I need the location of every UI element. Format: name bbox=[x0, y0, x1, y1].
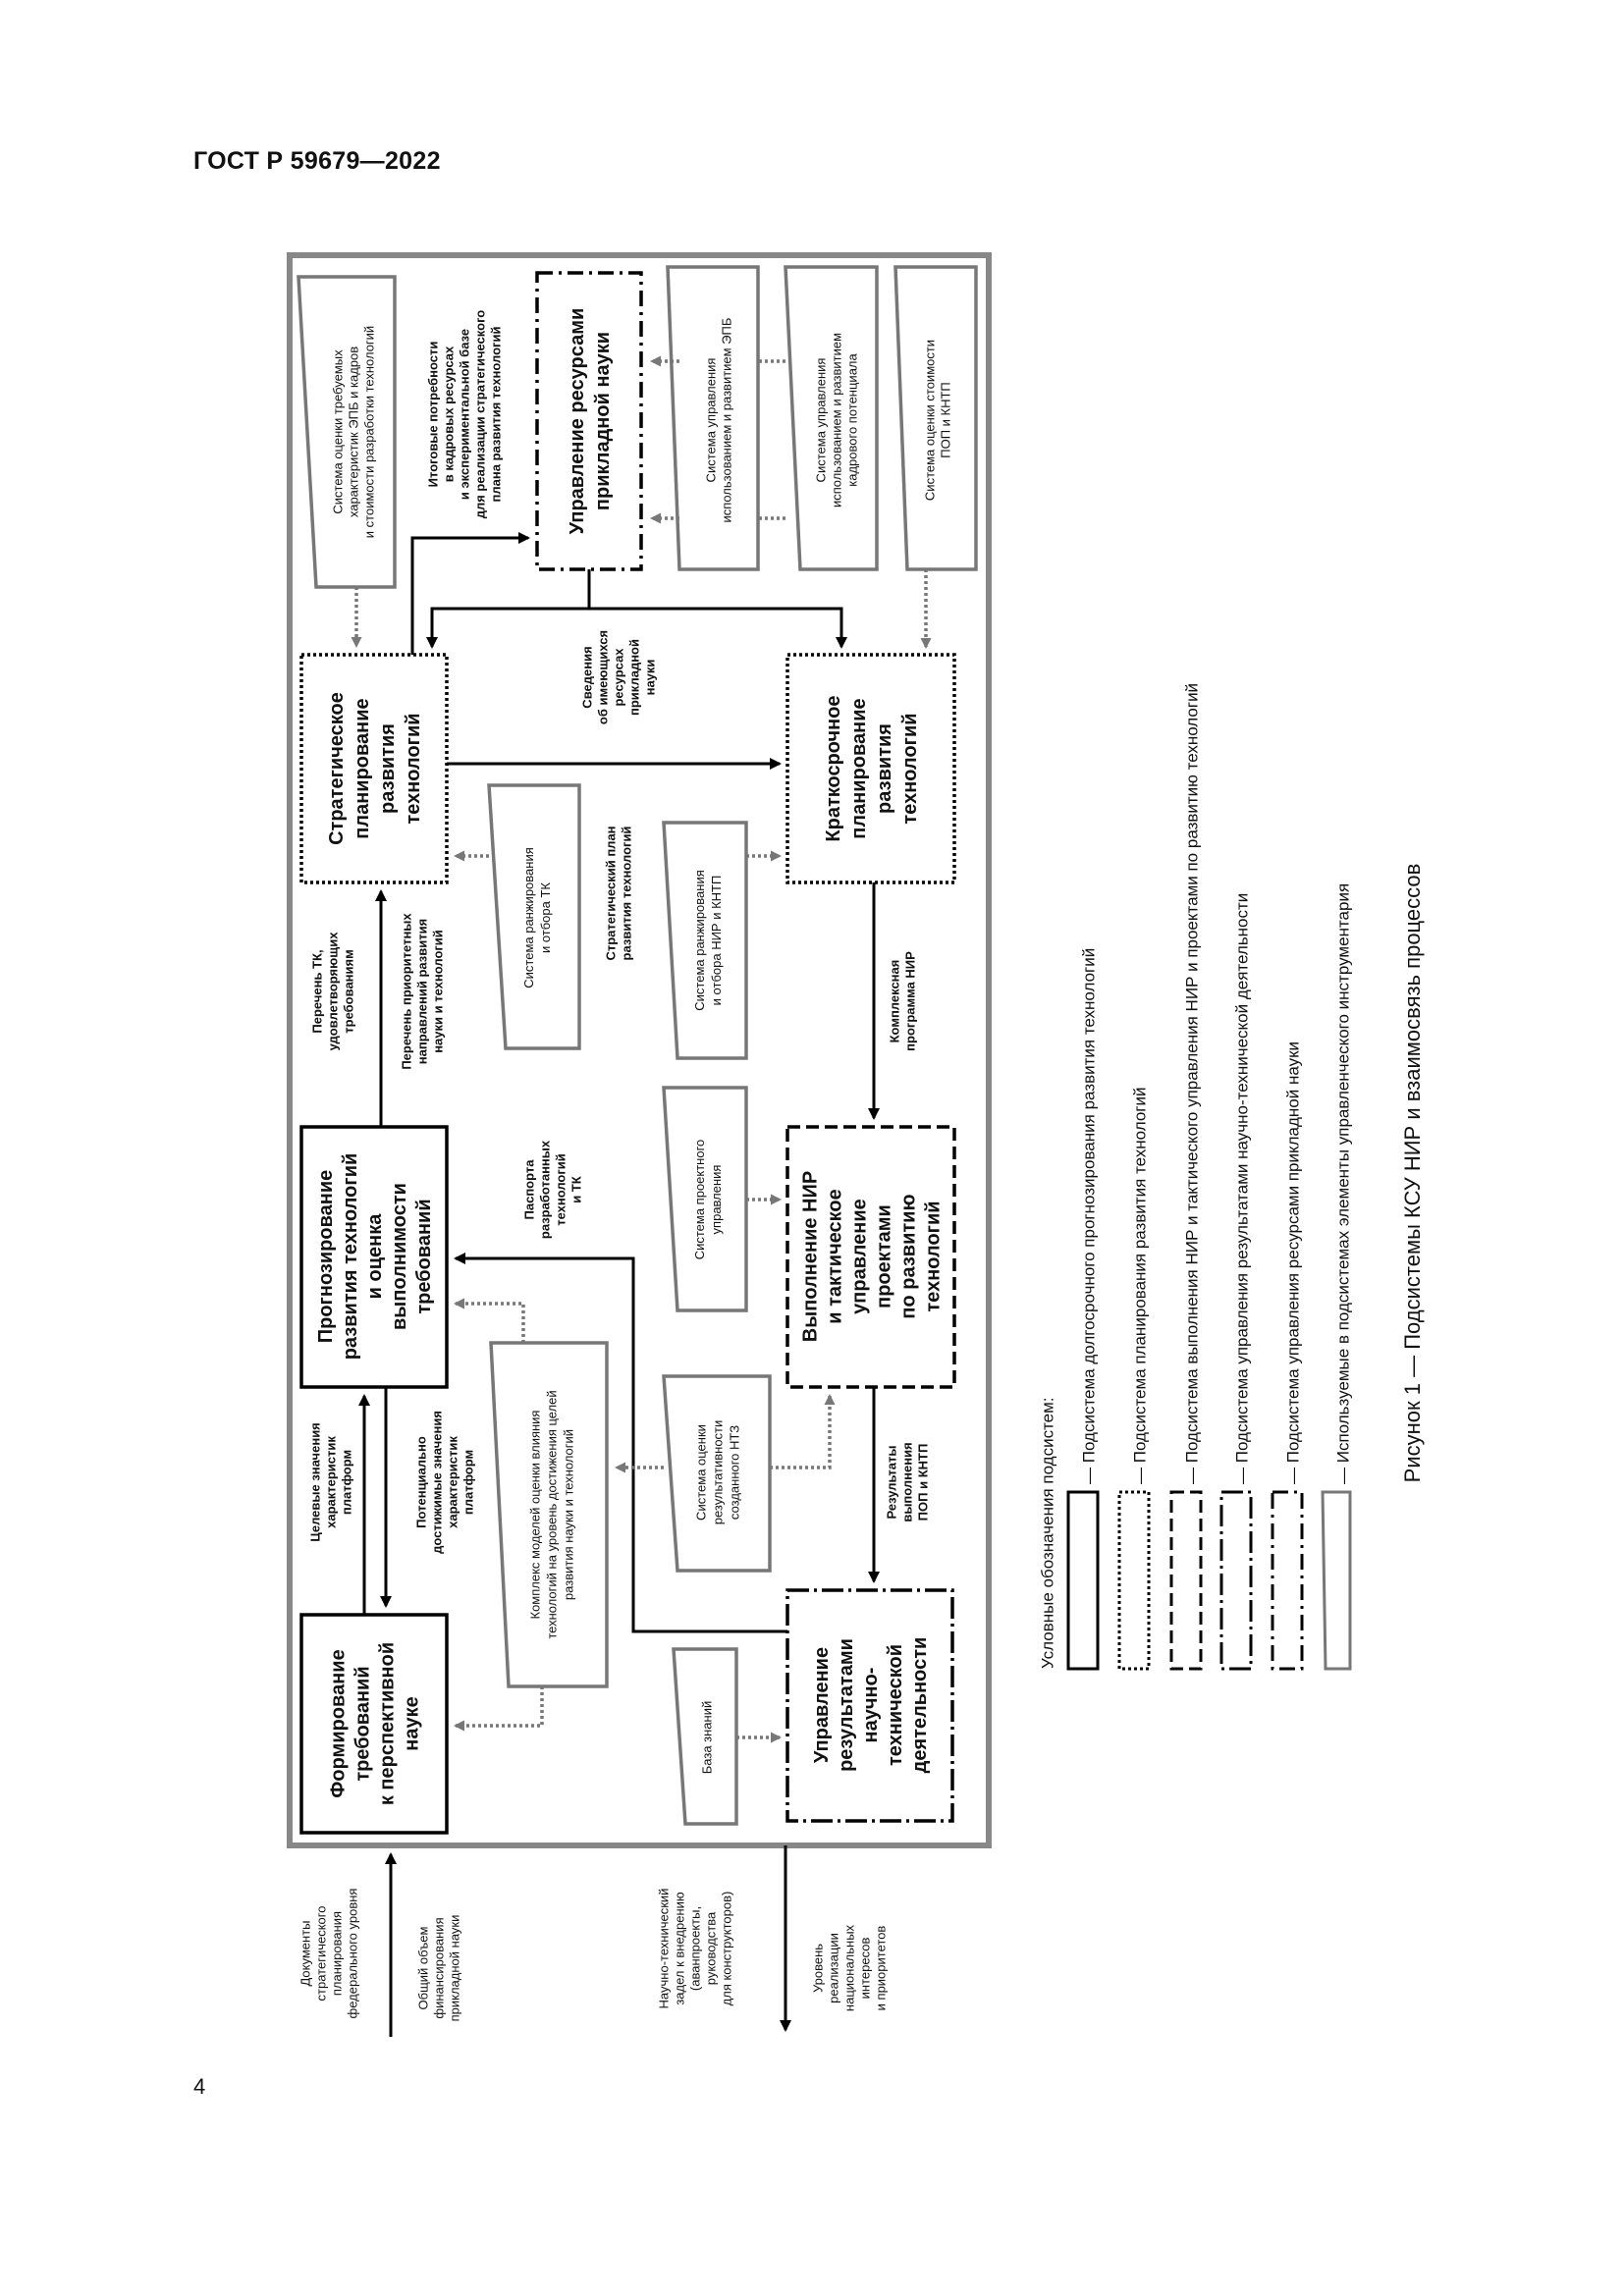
tool-kadry bbox=[785, 267, 877, 569]
label-strat-plan: Стратегический планразвития технологий bbox=[603, 826, 634, 961]
legend-item-3: — Подсистема выполнения НИР и тактического управления НИР и проектами по развитию технологий bbox=[1182, 682, 1202, 1484]
tool-proekt bbox=[664, 1088, 746, 1310]
legend-swatch-dashdotlong bbox=[1272, 1492, 1302, 1669]
legend-swatch-tool bbox=[1323, 1492, 1350, 1669]
tool-ocenka-epb-label: Система оценки требуемыххарактеристик ЭПБ и кадрови стоимости разработки технологий bbox=[330, 325, 377, 539]
tool-kadry-label: Система управленияиспользованием и развитиемкадрового потенциала bbox=[813, 332, 860, 508]
box-vypolnenie bbox=[787, 1127, 954, 1387]
legend-swatch-dotted bbox=[1119, 1492, 1149, 1669]
label-kompleks-prog: Комплекснаяпрограмма НИР bbox=[887, 951, 918, 1051]
label-potencialno: Потенциальнодостижимые значенияхарактеристикплатформ bbox=[413, 1411, 476, 1554]
box-prognoz-label: Прогнозирование развития технологий и оценка выполнимости требований bbox=[315, 1152, 435, 1361]
tool-rank-nir-label: Система ранжирования и отбора НИР и КНТП bbox=[692, 870, 725, 1011]
label-perechen-prior: Перечень приоритетныхнаправлений развитиянауки и технологий bbox=[399, 913, 446, 1070]
tool-nts-label: Система оценки результативности созданного НТЗ bbox=[693, 1419, 742, 1525]
box-kratko-label: Краткосрочное планирование развития технологий bbox=[823, 695, 921, 842]
legend-item-5: — Подсистема управления ресурсами прикладной науки bbox=[1283, 1041, 1303, 1484]
tool-proekt-label: Система проектного управления bbox=[692, 1139, 725, 1260]
tool-rank-nir bbox=[664, 823, 746, 1058]
legend-item-4: — Подсистема управления результатами научно-технической деятельности bbox=[1232, 892, 1252, 1484]
box-prognoz bbox=[301, 1127, 447, 1387]
tool-stoimost-label: Система оценки стоимостиПОП и КНТП bbox=[922, 339, 953, 502]
box-strat bbox=[301, 655, 447, 882]
label-itog: Итоговые потребностив кадровых ресурсахи экспериментальной базедля реализации стратегическогоплана развития технологий bbox=[425, 309, 504, 519]
box-strat-label: Стратегическое планирование развития технологий bbox=[326, 692, 424, 845]
tool-baza bbox=[674, 1649, 736, 1824]
legend bbox=[1038, 683, 1352, 1669]
ext-in-docs: Документыстратегическогопланированияфедерального уровня bbox=[298, 1888, 360, 2019]
tool-nts bbox=[664, 1376, 770, 1571]
tool-stoimost bbox=[895, 267, 976, 569]
tool-upr-epb-label: Система управленияиспользованием и развитием ЭПБ bbox=[703, 317, 734, 523]
label-pasporta: Паспортаразработанныхтехнологийи ТК bbox=[521, 1140, 584, 1240]
box-rezultaty bbox=[787, 1590, 952, 1821]
tool-upr-epb bbox=[668, 267, 758, 569]
legend-item-1: — Подсистема долгосрочного прогнозирования развития технологий bbox=[1079, 947, 1099, 1484]
ext-out-uroven: Уровеньреализациинациональныхинтересови приоритетов bbox=[810, 1924, 889, 2012]
ext-in-fin: Общий объемфинансированияприкладной науки bbox=[415, 1914, 462, 2022]
box-kratko bbox=[787, 655, 954, 882]
box-resursy bbox=[537, 273, 641, 569]
legend-item-2: — Подсистема планирования развития технологий bbox=[1130, 1087, 1150, 1484]
box-rezultaty-label: Управление результатами научно- технической деятельности bbox=[811, 1636, 931, 1774]
tool-baza-label: База знаний bbox=[699, 1700, 715, 1775]
document-header: ГОСТ Р 59679—2022 bbox=[193, 147, 441, 175]
box-formirovanie-label: Формирование требований к перспективной науке bbox=[327, 1641, 423, 1806]
ext-out-zadel: Научно-техническийзадел к внедрению(аванпроекты,руководствадля конструкторов) bbox=[656, 1888, 734, 2009]
tool-rank-tk bbox=[489, 785, 579, 1048]
tool-ocenka-epb bbox=[298, 277, 395, 587]
box-resursy-label: Управление ресурсами прикладной науки bbox=[567, 307, 614, 535]
legend-swatch-dashed bbox=[1171, 1492, 1201, 1669]
legend-swatch-solid bbox=[1068, 1492, 1098, 1669]
box-formirovanie bbox=[301, 1615, 447, 1833]
legend-item-6: — Используемые в подсистемах элементы управленческого инструментария bbox=[1333, 882, 1353, 1484]
legend-title: Условные обозначения подсистем: bbox=[1038, 1397, 1057, 1669]
figure-caption: Рисунок 1 — Подсистемы КСУ НИР и взаимосвязь процессов bbox=[1399, 863, 1425, 1483]
label-svedeniya: Сведенияоб имеющихсяресурсахприкладнойнауки bbox=[579, 629, 658, 725]
label-rezultaty-vyp: РезультатывыполненияПОП и КНТП bbox=[884, 1442, 931, 1522]
legend-swatch-dashdot bbox=[1221, 1492, 1251, 1669]
tool-rank-tk-label: Система ранжирования и отбора ТК bbox=[521, 847, 554, 988]
tool-kompleks-label: Комплекс моделей оценки влияния технологий на уровень достижения целей развития науки и технологий bbox=[527, 1390, 576, 1639]
label-perechen-tk: Перечень ТК,удовлетворяющихтребованиям bbox=[309, 932, 356, 1051]
label-celevye: Целевые значенияхарактеристикплатформ bbox=[307, 1422, 354, 1542]
page-number: 4 bbox=[193, 2074, 206, 2099]
tool-kompleks bbox=[491, 1343, 607, 1686]
box-vypolnenie-label: Выполнение НИР и тактическое управление проектами по развитию технологий bbox=[799, 1170, 945, 1343]
